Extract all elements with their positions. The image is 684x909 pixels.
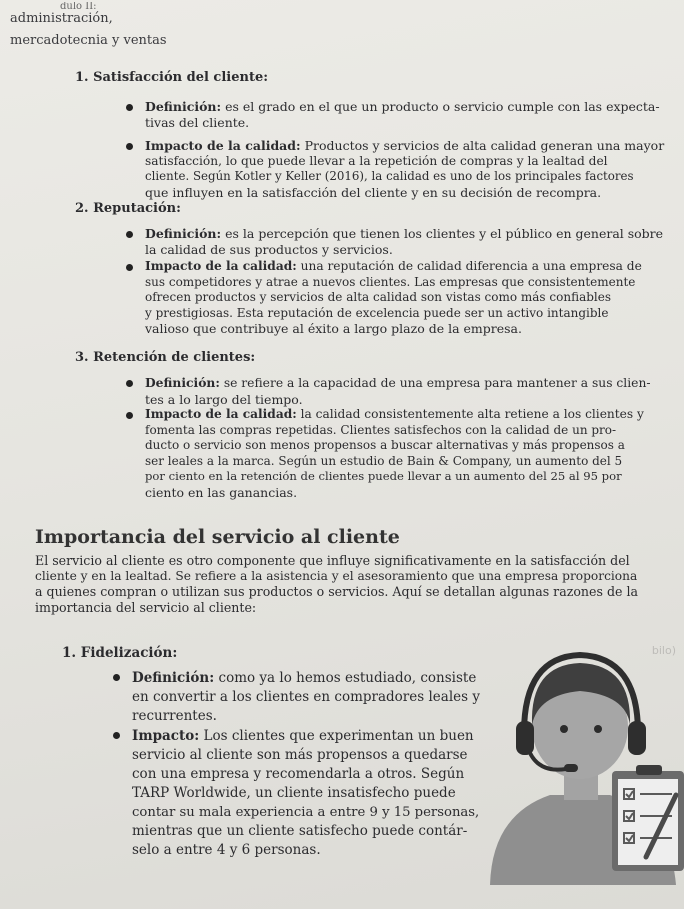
bullet-text-cont: ciento en las ganancias. bbox=[145, 484, 298, 500]
bullet-text-cont: TARP Worldwide, un cliente insatisfecho puede bbox=[132, 785, 456, 801]
section-heading-satisfaccion: 1. Satisfacción del cliente: bbox=[75, 70, 269, 85]
bullet-impacto-reputacion bbox=[145, 259, 670, 337]
headset-earcup-right bbox=[628, 721, 646, 755]
bullet-label: Definición: bbox=[145, 226, 222, 241]
bullet-definicion-satisfaccion bbox=[145, 99, 665, 130]
agent-eye-right bbox=[594, 725, 602, 733]
intro-line: importancia del servicio al cliente: bbox=[35, 599, 257, 615]
bullet-text: como ya lo hemos estudiado, consiste bbox=[218, 670, 477, 686]
section-heading-fidelizacion: 1. Fidelización: bbox=[62, 645, 178, 661]
bullet-label: Impacto de la calidad: bbox=[145, 259, 297, 273]
bullet-text: Los clientes que experimentan un buen bbox=[203, 728, 474, 744]
bullet-text-cont: por ciento en la retención de clientes puede llevar a un aumento del 25 al 95 por bbox=[145, 469, 622, 483]
chapter-label-cut: dulo II: bbox=[60, 2, 97, 11]
bullet-label: Definición: bbox=[132, 670, 215, 686]
agent-eye-left bbox=[560, 725, 568, 733]
bullet-impacto-retencion bbox=[145, 407, 670, 500]
section-heading-reputacion: 2. Reputación: bbox=[75, 201, 181, 216]
importance-intro bbox=[35, 553, 675, 615]
bullet-text-cont: tivas del cliente. bbox=[145, 114, 250, 130]
headset-mic bbox=[564, 764, 578, 772]
bullet-text-cont: que influyen en la satisfacción del cliente y en su decisión de recompra. bbox=[145, 184, 602, 200]
bullet-text: es el grado en el que un producto o servicio cumple con las expecta- bbox=[225, 99, 660, 114]
chapter-title-line1: administración, bbox=[10, 11, 113, 26]
chapter-header bbox=[10, 2, 167, 48]
bullet-text-cont: ducto o servicio son menos propensos a buscar alternativas y más propensos a bbox=[145, 438, 625, 452]
customer-service-agent-icon bbox=[480, 645, 684, 885]
bullet-text-cont: en convertir a los clientes en compradores leales y bbox=[132, 689, 480, 705]
bullet-text-cont: satisfacción, lo que puede llevar a la repetición de compras y la lealtad del bbox=[145, 153, 608, 168]
bullet-label: Impacto: bbox=[132, 728, 200, 744]
bullet-text: es la percepción que tienen los clientes y el público en general sobre bbox=[225, 226, 664, 241]
bullet-text-cont: contar su mala experiencia a entre 9 y 15 personas, bbox=[132, 805, 480, 820]
section-title-importancia: Importancia del servicio al cliente bbox=[35, 526, 400, 548]
bullet-text-cont: y prestigiosas. Esta reputación de excelencia puede ser un activo intangible bbox=[145, 305, 609, 320]
bullet-text-cont: valioso que contribuye al éxito a largo plazo de la empresa. bbox=[145, 321, 522, 336]
bullet-text: la calidad consistentemente alta retiene a los clientes y bbox=[300, 407, 644, 421]
bullet-text-cont: servicio al cliente son más propensos a quedarse bbox=[132, 747, 468, 763]
bullet-text: una reputación de calidad diferencia a una empresa de bbox=[300, 259, 642, 273]
faded-background-text: bilo) bbox=[651, 644, 676, 657]
bullet-text-cont: recurrentes. bbox=[132, 708, 217, 724]
bullet-text-cont: ofrecen productos y servicios de alta calidad son vistas como más confiables bbox=[145, 290, 612, 304]
bullet-text-cont: fomenta las compras repetidas. Clientes satisfechos con la calidad de un pro- bbox=[145, 422, 617, 437]
bullet-label: Definición: bbox=[145, 99, 222, 114]
clipboard-clip bbox=[636, 765, 662, 775]
bullet-text-cont: tes a lo largo del tiempo. bbox=[145, 391, 303, 407]
bullet-label: Impacto de la calidad: bbox=[145, 407, 297, 421]
intro-line: cliente y en la lealtad. Se refiere a la asistencia y el asesoramiento que una empresa proporciona bbox=[35, 568, 638, 583]
intro-line: El servicio al cliente es otro componente que influye significativamente en la satisfacción del bbox=[35, 553, 630, 568]
chapter-title-line2: mercadotecnia y ventas bbox=[10, 33, 167, 48]
bullet-text-cont: con una empresa y recomendarla a otros. Según bbox=[132, 766, 465, 782]
section-heading-retencion: 3. Retención de clientes: bbox=[75, 350, 256, 365]
bullet-text-cont: la calidad de sus productos y servicios. bbox=[145, 241, 393, 257]
bullet-text-cont: selo a entre 4 y 6 personas. bbox=[132, 842, 321, 858]
headset-earcup-left bbox=[516, 721, 534, 755]
bullet-text-cont: ser leales a la marca. Según un estudio de Bain & Company, un aumento del 5 bbox=[145, 453, 623, 468]
bullet-impacto-fidelizacion bbox=[132, 727, 487, 860]
bullet-label: Definición: bbox=[145, 375, 220, 390]
bullet-definicion-fidelizacion bbox=[132, 669, 487, 726]
bullet-text-cont: sus competidores y atrae a nuevos clientes. Las empresas que consistentemente bbox=[145, 274, 636, 289]
bullet-definicion-retencion bbox=[145, 375, 670, 407]
bullet-text-cont: mientras que un cliente satisfecho puede contár- bbox=[132, 823, 468, 839]
bullet-label: Impacto de la calidad: bbox=[145, 138, 301, 153]
bullet-text: se refiere a la capacidad de una empresa para mantener a sus clien- bbox=[223, 376, 651, 390]
bullet-text: Productos y servicios de alta calidad generan una mayor bbox=[304, 138, 665, 153]
intro-line: a quienes compran o utilizan sus productos o servicios. Aquí se detallan algunas razones de la bbox=[35, 584, 639, 599]
bullet-text-cont: cliente. Según Kotler y Keller (2016), la calidad es uno de los principales factores bbox=[145, 169, 634, 183]
bullet-impacto-satisfaccion bbox=[145, 138, 665, 200]
bullet-definicion-reputacion bbox=[145, 226, 670, 257]
